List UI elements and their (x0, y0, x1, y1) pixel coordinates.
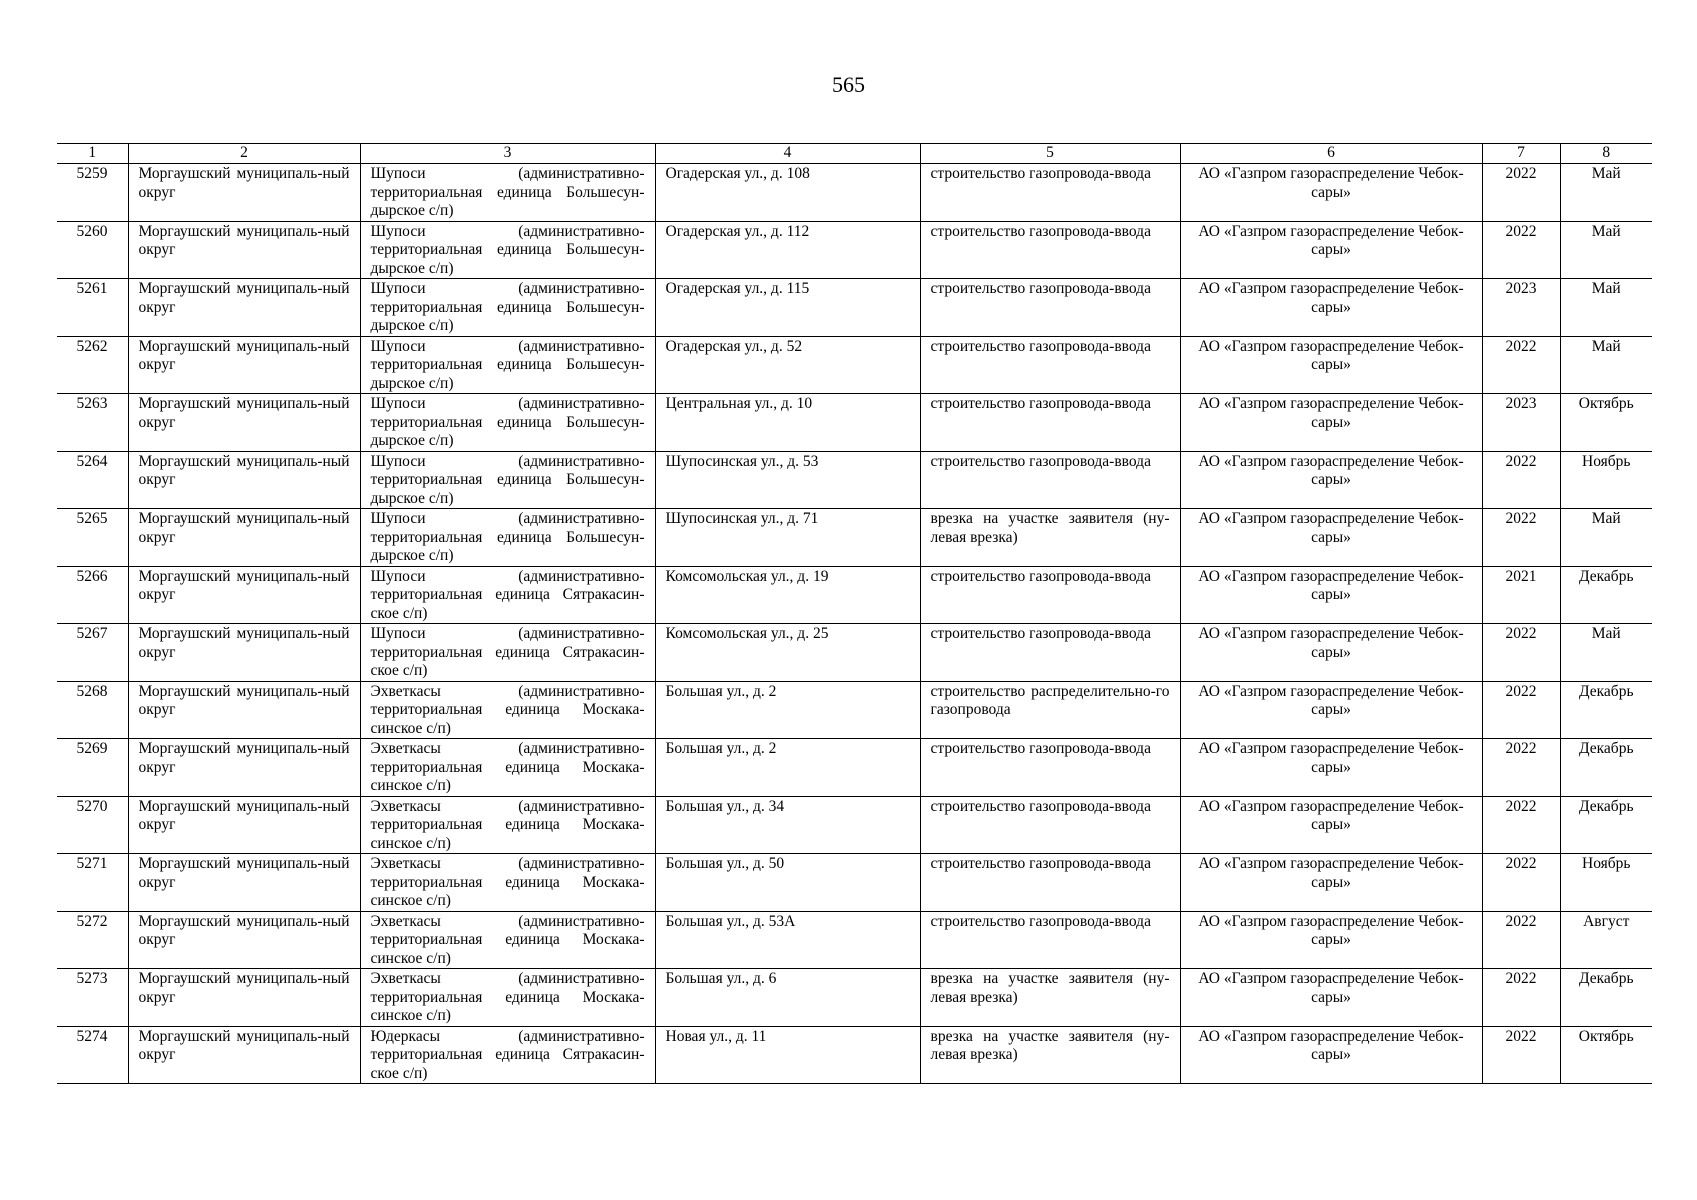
owner-cell: АО «Газпром газораспределение Чебок-сары» (1180, 796, 1482, 854)
row-number: 5269 (57, 739, 128, 797)
work-type-cell: строительство газопровода-ввода (920, 911, 1180, 969)
address-cell: Большая ул., д. 2 (655, 739, 920, 797)
owner-cell: АО «Газпром газораспределение Чебок-сары» (1180, 279, 1482, 337)
month-cell: Май (1560, 509, 1652, 567)
district-cell: Моргаушский муниципаль-ный округ (128, 221, 360, 279)
month-cell: Май (1560, 624, 1652, 682)
table-row (57, 854, 1652, 912)
owner-cell: АО «Газпром газораспределение Чебок-сары» (1180, 509, 1482, 567)
row-number: 5274 (57, 1026, 128, 1084)
settlement-cell: Эхветкасы (административно-территориальная единица Москака-синское с/п) (360, 911, 655, 969)
month-cell: Декабрь (1560, 739, 1652, 797)
district-cell: Моргаушский муниципаль-ный округ (128, 394, 360, 452)
year-cell: 2022 (1482, 509, 1560, 567)
settlement-cell: Эхветкасы (административно-территориальная единица Москака-синское с/п) (360, 739, 655, 797)
settlement-cell: Шупоси (административно-территориальная единица Сятракасин-ское с/п) (360, 624, 655, 682)
address-cell: Большая ул., д. 53А (655, 911, 920, 969)
work-type-cell: строительство газопровода-ввода (920, 451, 1180, 509)
work-type-cell: строительство распределительно-го газопровода (920, 681, 1180, 739)
row-number: 5262 (57, 336, 128, 394)
district-cell: Моргаушский муниципаль-ный округ (128, 336, 360, 394)
year-cell: 2022 (1482, 451, 1560, 509)
row-number: 5259 (57, 164, 128, 222)
month-cell: Декабрь (1560, 681, 1652, 739)
settlement-cell: Шупоси (административно-территориальная единица Большесун-дырское с/п) (360, 336, 655, 394)
district-cell: Моргаушский муниципаль-ный округ (128, 681, 360, 739)
table-row (57, 681, 1652, 739)
address-cell: Новая ул., д. 11 (655, 1026, 920, 1084)
work-type-cell: строительство газопровода-ввода (920, 624, 1180, 682)
row-number: 5263 (57, 394, 128, 452)
address-cell: Большая ул., д. 2 (655, 681, 920, 739)
district-cell: Моргаушский муниципаль-ный округ (128, 566, 360, 624)
district-cell: Моргаушский муниципаль-ный округ (128, 911, 360, 969)
settlement-cell: Шупоси (административно-территориальная единица Большесун-дырское с/п) (360, 451, 655, 509)
year-cell: 2022 (1482, 336, 1560, 394)
table-row (57, 336, 1652, 394)
table-row (57, 1026, 1652, 1084)
district-cell: Моргаушский муниципаль-ный округ (128, 509, 360, 567)
settlement-cell: Шупоси (административно-территориальная единица Большесун-дырское с/п) (360, 509, 655, 567)
table-row (57, 969, 1652, 1027)
district-cell: Моргаушский муниципаль-ный округ (128, 739, 360, 797)
column-header: 4 (655, 144, 920, 164)
table-header (57, 144, 1652, 164)
row-number: 5270 (57, 796, 128, 854)
row-number: 5264 (57, 451, 128, 509)
address-cell: Центральная ул., д. 10 (655, 394, 920, 452)
row-number: 5260 (57, 221, 128, 279)
district-cell: Моргаушский муниципаль-ный округ (128, 854, 360, 912)
row-number: 5268 (57, 681, 128, 739)
column-header: 6 (1180, 144, 1482, 164)
owner-cell: АО «Газпром газораспределение Чебок-сары» (1180, 164, 1482, 222)
table-row (57, 164, 1652, 222)
month-cell: Май (1560, 279, 1652, 337)
owner-cell: АО «Газпром газораспределение Чебок-сары» (1180, 1026, 1482, 1084)
table-row (57, 279, 1652, 337)
settlement-cell: Эхветкасы (административно-территориальная единица Москака-синское с/п) (360, 681, 655, 739)
settlement-cell: Шупоси (административно-территориальная единица Большесун-дырское с/п) (360, 394, 655, 452)
work-type-cell: строительство газопровода-ввода (920, 221, 1180, 279)
year-cell: 2022 (1482, 164, 1560, 222)
column-header: 7 (1482, 144, 1560, 164)
work-type-cell: строительство газопровода-ввода (920, 739, 1180, 797)
district-cell: Моргаушский муниципаль-ный округ (128, 624, 360, 682)
address-cell: Большая ул., д. 34 (655, 796, 920, 854)
year-cell: 2023 (1482, 279, 1560, 337)
address-cell: Большая ул., д. 50 (655, 854, 920, 912)
district-cell: Моргаушский муниципаль-ный округ (128, 1026, 360, 1084)
work-type-cell: строительство газопровода-ввода (920, 279, 1180, 337)
year-cell: 2021 (1482, 566, 1560, 624)
address-cell: Огадерская ул., д. 112 (655, 221, 920, 279)
year-cell: 2022 (1482, 796, 1560, 854)
table-row (57, 566, 1652, 624)
address-cell: Комсомольская ул., д. 19 (655, 566, 920, 624)
owner-cell: АО «Газпром газораспределение Чебок-сары» (1180, 969, 1482, 1027)
settlement-cell: Эхветкасы (административно-территориальная единица Москака-синское с/п) (360, 969, 655, 1027)
year-cell: 2022 (1482, 969, 1560, 1027)
table-row (57, 739, 1652, 797)
table-row (57, 624, 1652, 682)
district-cell: Моргаушский муниципаль-ный округ (128, 279, 360, 337)
owner-cell: АО «Газпром газораспределение Чебок-сары» (1180, 221, 1482, 279)
table-row (57, 221, 1652, 279)
year-cell: 2022 (1482, 911, 1560, 969)
work-type-cell: врезка на участке заявителя (ну-левая врезка) (920, 509, 1180, 567)
address-cell: Шупосинская ул., д. 71 (655, 509, 920, 567)
address-cell: Огадерская ул., д. 52 (655, 336, 920, 394)
address-cell: Комсомольская ул., д. 25 (655, 624, 920, 682)
column-header: 3 (360, 144, 655, 164)
year-cell: 2023 (1482, 394, 1560, 452)
page-number: 565 (832, 72, 865, 97)
month-cell: Ноябрь (1560, 451, 1652, 509)
month-cell: Декабрь (1560, 796, 1652, 854)
column-header: 1 (57, 144, 128, 164)
table-row (57, 796, 1652, 854)
table-body (57, 164, 1652, 1084)
month-cell: Декабрь (1560, 566, 1652, 624)
settlement-cell: Шупоси (административно-территориальная единица Большесун-дырское с/п) (360, 164, 655, 222)
settlement-cell: Шупоси (административно-территориальная единица Сятракасин-ское с/п) (360, 566, 655, 624)
column-header: 2 (128, 144, 360, 164)
owner-cell: АО «Газпром газораспределение Чебок-сары» (1180, 911, 1482, 969)
owner-cell: АО «Газпром газораспределение Чебок-сары» (1180, 566, 1482, 624)
owner-cell: АО «Газпром газораспределение Чебок-сары» (1180, 336, 1482, 394)
month-cell: Август (1560, 911, 1652, 969)
settlement-cell: Эхветкасы (административно-территориальная единица Москака-синское с/п) (360, 796, 655, 854)
year-cell: 2022 (1482, 854, 1560, 912)
month-cell: Ноябрь (1560, 854, 1652, 912)
work-type-cell: строительство газопровода-ввода (920, 796, 1180, 854)
owner-cell: АО «Газпром газораспределение Чебок-сары» (1180, 451, 1482, 509)
row-number: 5271 (57, 854, 128, 912)
year-cell: 2022 (1482, 681, 1560, 739)
row-number: 5261 (57, 279, 128, 337)
year-cell: 2022 (1482, 624, 1560, 682)
owner-cell: АО «Газпром газораспределение Чебок-сары» (1180, 681, 1482, 739)
month-cell: Октябрь (1560, 394, 1652, 452)
address-cell: Огадерская ул., д. 115 (655, 279, 920, 337)
month-cell: Декабрь (1560, 969, 1652, 1027)
column-header: 8 (1560, 144, 1652, 164)
district-cell: Моргаушский муниципаль-ный округ (128, 164, 360, 222)
table-row (57, 509, 1652, 567)
row-number: 5273 (57, 969, 128, 1027)
work-type-cell: строительство газопровода-ввода (920, 854, 1180, 912)
header-row (57, 144, 1652, 164)
work-type-cell: строительство газопровода-ввода (920, 164, 1180, 222)
address-cell: Большая ул., д. 6 (655, 969, 920, 1027)
work-type-cell: строительство газопровода-ввода (920, 336, 1180, 394)
year-cell: 2022 (1482, 1026, 1560, 1084)
district-cell: Моргаушский муниципаль-ный округ (128, 969, 360, 1027)
settlement-cell: Юдеркасы (административно-территориальная единица Сятракасин-ское с/п) (360, 1026, 655, 1084)
table-row (57, 394, 1652, 452)
row-number: 5266 (57, 566, 128, 624)
table-row (57, 451, 1652, 509)
column-header: 5 (920, 144, 1180, 164)
work-type-cell: строительство газопровода-ввода (920, 394, 1180, 452)
address-cell: Шупосинская ул., д. 53 (655, 451, 920, 509)
year-cell: 2022 (1482, 221, 1560, 279)
settlement-cell: Шупоси (административно-территориальная единица Большесун-дырское с/п) (360, 221, 655, 279)
month-cell: Май (1560, 164, 1652, 222)
settlement-cell: Шупоси (административно-территориальная единица Большесун-дырское с/п) (360, 279, 655, 337)
row-number: 5265 (57, 509, 128, 567)
settlement-cell: Эхветкасы (административно-территориальная единица Москака-синское с/п) (360, 854, 655, 912)
data-table (57, 143, 1652, 1084)
owner-cell: АО «Газпром газораспределение Чебок-сары» (1180, 624, 1482, 682)
month-cell: Май (1560, 336, 1652, 394)
month-cell: Октябрь (1560, 1026, 1652, 1084)
owner-cell: АО «Газпром газораспределение Чебок-сары» (1180, 739, 1482, 797)
work-type-cell: строительство газопровода-ввода (920, 566, 1180, 624)
district-cell: Моргаушский муниципаль-ный округ (128, 451, 360, 509)
district-cell: Моргаушский муниципаль-ный округ (128, 796, 360, 854)
row-number: 5267 (57, 624, 128, 682)
work-type-cell: врезка на участке заявителя (ну-левая врезка) (920, 1026, 1180, 1084)
table-row (57, 911, 1652, 969)
year-cell: 2022 (1482, 739, 1560, 797)
row-number: 5272 (57, 911, 128, 969)
owner-cell: АО «Газпром газораспределение Чебок-сары» (1180, 394, 1482, 452)
month-cell: Май (1560, 221, 1652, 279)
work-type-cell: врезка на участке заявителя (ну-левая врезка) (920, 969, 1180, 1027)
address-cell: Огадерская ул., д. 108 (655, 164, 920, 222)
owner-cell: АО «Газпром газораспределение Чебок-сары» (1180, 854, 1482, 912)
